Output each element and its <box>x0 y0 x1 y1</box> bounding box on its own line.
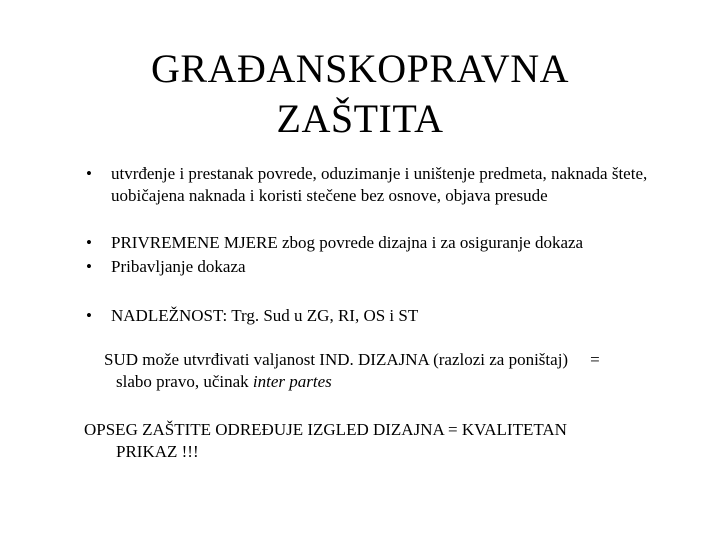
note-scope-line-2: PRIKAZ !!! <box>116 442 199 461</box>
bullet-icon: • <box>86 257 92 276</box>
note-validity-prefix: slabo pravo, učinak <box>116 372 253 391</box>
bullet-text: PRIVREMENE MJERE zbog povrede dizajna i za osiguranje dokaza <box>111 233 584 252</box>
bullet-text: NADLEŽNOST: Trg. Sud u ZG, RI, OS i ST <box>111 306 419 325</box>
note-validity-line-2 <box>104 371 600 393</box>
note-scope <box>84 419 567 463</box>
bullet-text: utvrđenje i prestanak povrede, oduzimanje i uništenje predmeta, naknada štete, uobičajena naknada i koristi stečene bez osnove, objava presude <box>111 164 648 205</box>
note-validity <box>104 349 600 393</box>
title-line-2: ZAŠTITA <box>276 96 444 141</box>
slide-title <box>60 44 660 144</box>
title-line-1: GRAĐANSKOPRAVNA <box>151 46 569 91</box>
bullet-icon: • <box>86 233 92 252</box>
bullet-icon: • <box>86 306 92 325</box>
equals-sign: = <box>590 350 600 369</box>
bullet-icon: • <box>86 164 92 183</box>
bullet-text: Pribavljanje dokaza <box>111 257 246 276</box>
inter-partes-text: inter partes <box>252 372 332 391</box>
note-validity-text: SUD može utvrđivati valjanost IND. DIZAJNA (razlozi za poništaj) <box>104 350 569 369</box>
note-scope-line-1: OPSEG ZAŠTITE ODREĐUJE IZGLED DIZAJNA = KVALITETAN <box>84 420 567 439</box>
note-validity-line-1 <box>104 349 600 371</box>
